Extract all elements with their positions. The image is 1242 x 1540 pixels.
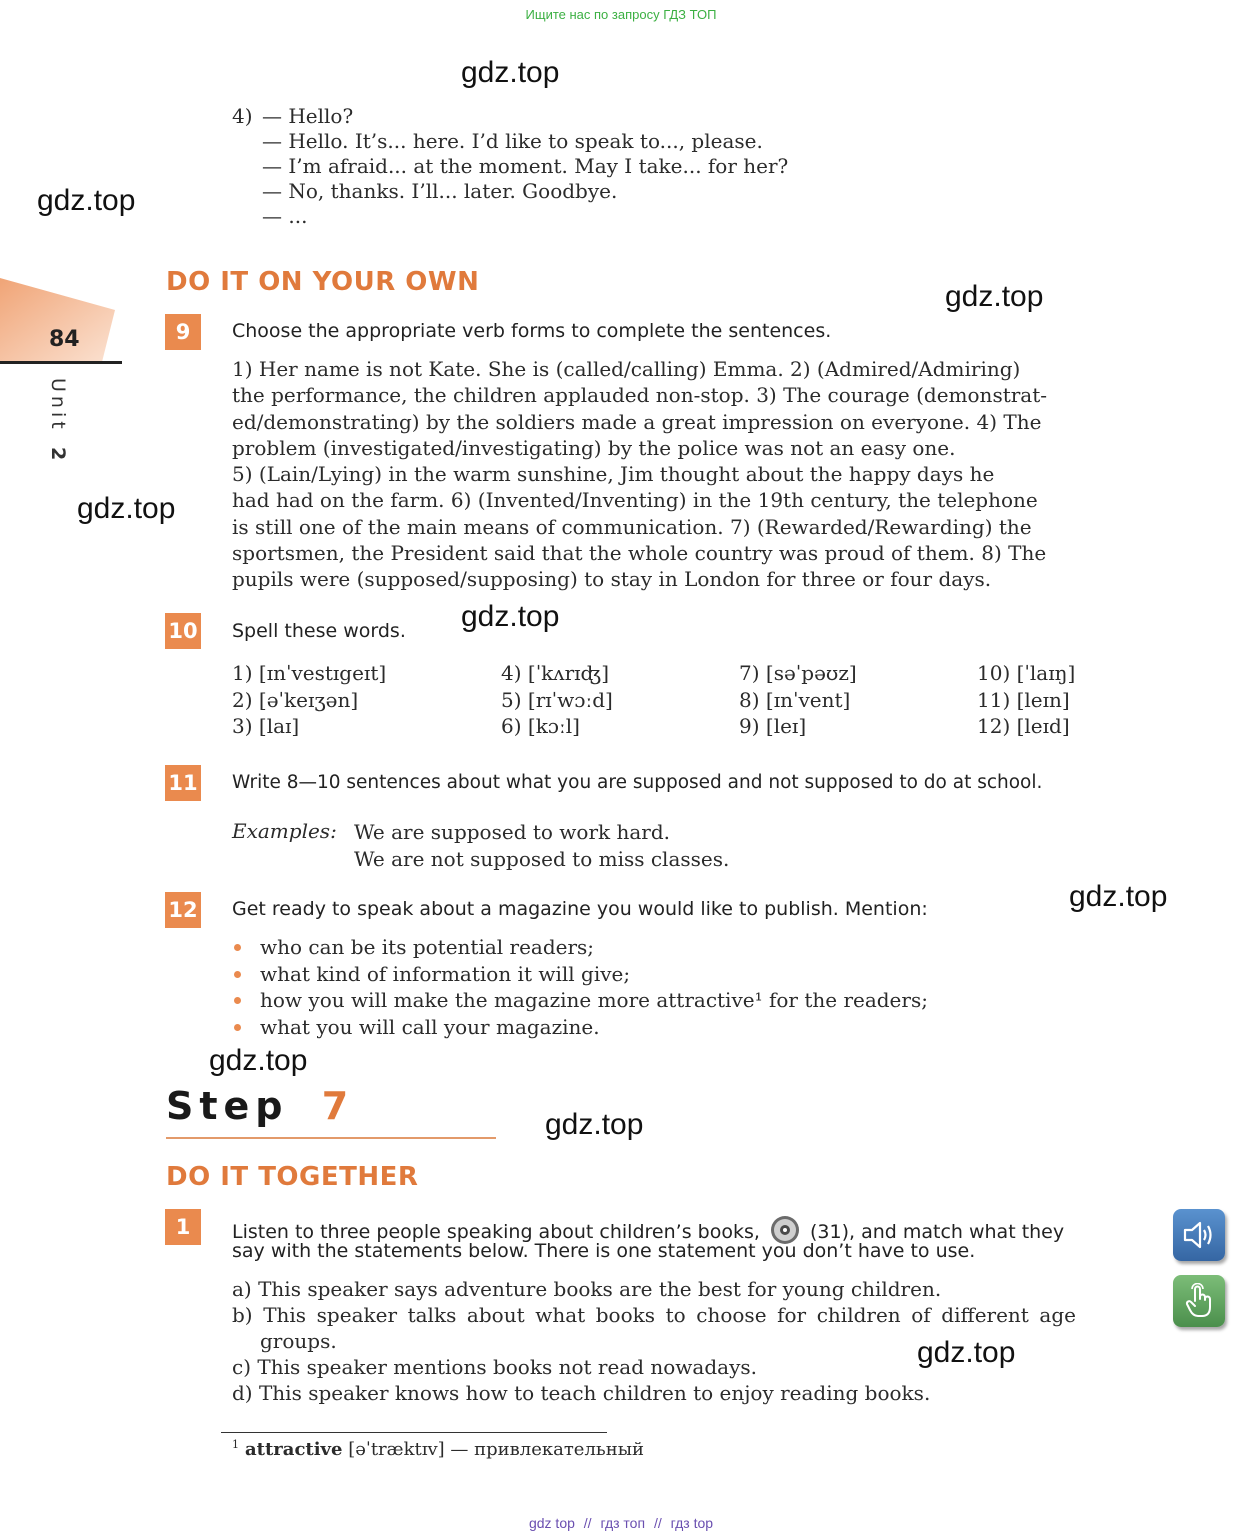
exercise-number-11: 11	[165, 765, 201, 801]
exercise-number-1: 1	[165, 1209, 201, 1245]
exercise-9-line: 1) Her name is not Kate. She is (called/calling) Emma. 2) (Admired/Admiring)	[232, 357, 1021, 381]
spelling-item: 12) [leɪd]	[977, 714, 1070, 738]
interactive-button[interactable]	[1173, 1275, 1225, 1327]
page-number-rule	[0, 361, 122, 364]
unit-word: Unit	[47, 378, 69, 433]
watermark: gdz.top	[461, 56, 560, 89]
bullet-item: who can be its potential readers;	[232, 934, 928, 961]
statement: b) This speaker talks about what books to choose for children of different age	[232, 1303, 1076, 1327]
watermark: gdz.top	[461, 600, 560, 633]
spelling-item: 10) [ˈlaɪŋ]	[977, 661, 1076, 685]
watermark: gdz.top	[945, 280, 1044, 313]
exercise-9-line: pupils were (supposed/supposing) to stay in London for three or four days.	[232, 567, 992, 592]
bullet-item: how you will make the magazine more attractive¹ for the readers;	[232, 987, 928, 1014]
exercise-1-instruction-line2: say with the statements below. There is one statement you don’t have to use.	[232, 1240, 976, 1262]
speaker-icon	[1182, 1220, 1216, 1250]
dialog-line: — Hello?	[262, 104, 354, 128]
section-heading-together: DO IT TOGETHER	[166, 1162, 419, 1192]
top-search-note: Ищите нас по запросу ГДЗ ТОП	[525, 7, 717, 22]
statement: c) This speaker mentions books not read nowadays.	[232, 1355, 757, 1379]
touch-hand-icon	[1184, 1283, 1214, 1319]
statement: d) This speaker knows how to teach children to enjoy reading books.	[232, 1381, 931, 1405]
audio-button[interactable]	[1173, 1209, 1225, 1261]
bottom-link-separator: //	[653, 1515, 662, 1531]
exercise-1-instruction-text: Listen to three people speaking about children’s books,	[232, 1221, 760, 1243]
exercise-number-9: 9	[165, 314, 201, 350]
spelling-item: 9) [leɪ]	[739, 714, 807, 738]
unit-label	[47, 378, 69, 464]
watermark: gdz.top	[545, 1108, 644, 1141]
unit-number: 2	[47, 446, 69, 464]
example-sentence: We are not supposed to miss classes.	[354, 846, 730, 871]
step-number: 7	[321, 1084, 355, 1128]
watermark: gdz.top	[209, 1044, 308, 1077]
footnote-translation: — привлекательный	[450, 1439, 645, 1460]
footnote-transcription: [əˈtræktɪv]	[348, 1439, 445, 1460]
dialog-line: — ...	[262, 204, 308, 228]
spelling-column	[739, 660, 857, 740]
spelling-item: 11) [leɪn]	[977, 687, 1070, 712]
exercise-12-bullets	[232, 934, 928, 1040]
exercise-10-instruction: Spell these words.	[232, 620, 406, 642]
examples	[354, 819, 729, 872]
dialog-line: — Hello. It’s... here. I’d like to speak to..., please.	[262, 129, 763, 153]
bottom-link-separator: //	[583, 1515, 592, 1531]
footnote-mark: 1	[232, 1438, 239, 1451]
exercise-1-statements	[232, 1276, 1076, 1406]
spelling-item: 8) [ɪnˈvent]	[739, 687, 851, 712]
exercise-9-line: the performance, the children applauded non-stop. 3) The courage (demonstrat-	[232, 383, 1048, 408]
exercise-9-line: is still one of the main means of communication. 7) (Rewarded/Rewarding) the	[232, 514, 1032, 539]
dialog-line: — No, thanks. I’ll... later. Goodbye.	[262, 179, 618, 203]
bottom-link[interactable]: gdz top	[528, 1515, 575, 1531]
exercise-9-instruction: Choose the appropriate verb forms to complete the sentences.	[232, 320, 832, 342]
exercise-9-line: problem (investigated/investigating) by the police was not an easy one.	[232, 435, 956, 460]
spelling-item: 1) [ɪnˈvestɪgeɪt]	[232, 661, 387, 685]
step-word: Step	[166, 1084, 289, 1128]
spelling-item: 2) [əˈkeɪʒən]	[232, 687, 359, 712]
exercise-9-line: ed/demonstrating) by the soldiers made a great impression on everyone. 4) The	[232, 409, 1042, 434]
spelling-column	[501, 660, 613, 740]
exercise-11-instruction: Write 8—10 sentences about what you are supposed and not supposed to do at school.	[232, 772, 1043, 793]
footnote-word: attractive	[245, 1439, 343, 1460]
step-heading	[166, 1084, 354, 1128]
spelling-item: 6) [kɔːl]	[501, 714, 580, 738]
footnote	[232, 1438, 644, 1460]
exercise-9-text	[232, 356, 1076, 593]
page-number: 84	[49, 327, 80, 352]
statement: a) This speaker says adventure books are the best for young children.	[232, 1277, 942, 1301]
watermark: gdz.top	[77, 492, 176, 525]
exercise-9-line: 5) (Lain/Lying) in the warm sunshine, Jim thought about the happy days he	[232, 462, 995, 487]
exercise-9-line: had had on the farm. 6) (Invented/Inventing) in the 19th century, the telephone	[232, 488, 1038, 513]
spelling-item: 3) [laɪ]	[232, 714, 300, 738]
bottom-link[interactable]: гдз top	[670, 1515, 714, 1531]
bottom-link[interactable]: гдз топ	[600, 1515, 646, 1531]
bottom-links	[0, 1515, 1242, 1531]
watermark: gdz.top	[917, 1336, 1016, 1369]
bullet-item: what kind of information it will give;	[232, 961, 928, 988]
statement: groups.	[260, 1329, 337, 1353]
exercise-12-instruction: Get ready to speak about a magazine you would like to publish. Mention:	[232, 898, 928, 920]
spelling-item: 4) [ˈkʌrɪʤ]	[501, 661, 610, 685]
spelling-item: 7) [səˈpəʊz]	[739, 661, 857, 685]
section-heading-own: DO IT ON YOUR OWN	[166, 267, 480, 297]
dialog-lines	[262, 104, 788, 229]
spelling-column	[977, 660, 1075, 740]
examples-label: Examples:	[232, 819, 337, 843]
watermark: gdz.top	[1069, 880, 1168, 913]
spelling-column	[232, 660, 386, 740]
dialog-line: — I’m afraid... at the moment. May I take... for her?	[262, 154, 789, 178]
footnote-rule	[221, 1432, 607, 1433]
page-corner-tab	[0, 278, 125, 368]
spelling-item: 5) [rɪˈwɔːd]	[501, 687, 613, 712]
exercise-number-10: 10	[165, 613, 201, 649]
dialog-number: 4)	[232, 104, 253, 128]
step-underline	[166, 1137, 496, 1139]
watermark: gdz.top	[37, 184, 136, 217]
exercise-number-12: 12	[165, 892, 201, 928]
exercise-1-track: (31), and match what they	[809, 1221, 1065, 1243]
bullet-item: what you will call your magazine.	[232, 1014, 928, 1041]
exercise-9-line: sportsmen, the President said that the whole country was proud of them. 8) The	[232, 541, 1047, 566]
example-sentence: We are supposed to work hard.	[354, 820, 671, 844]
